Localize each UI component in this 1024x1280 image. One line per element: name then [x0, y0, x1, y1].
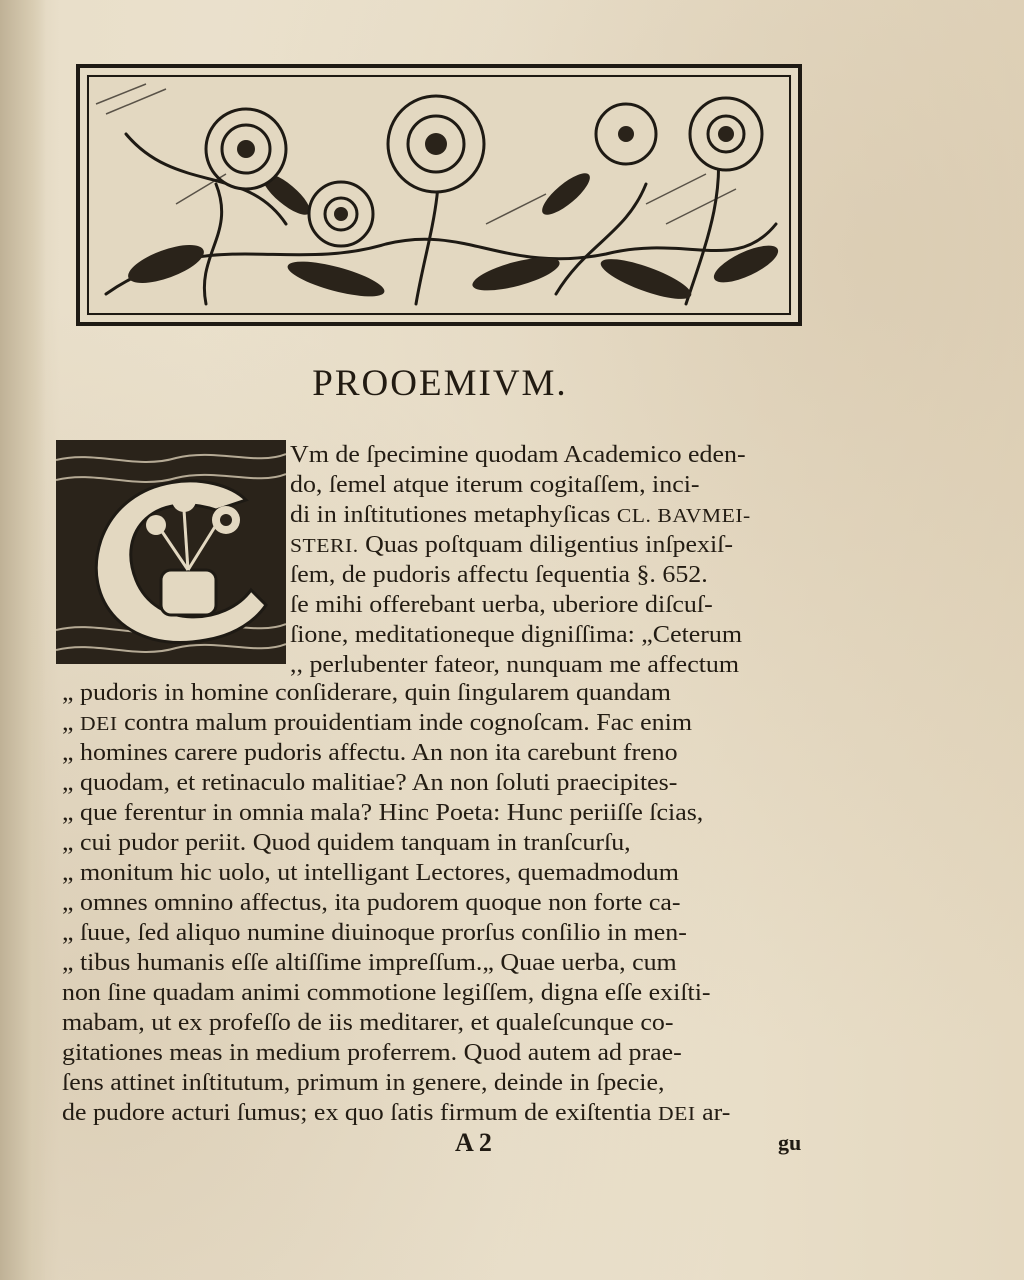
text-line-14: „ cui pudor periit. Quod quidem tanquam in tranſcurſu,	[62, 830, 631, 856]
author-name-small-caps: STERI.	[290, 535, 359, 557]
dei-small-caps: DEI	[79, 713, 118, 735]
text-line-6: ſe mihi offerebant uerba, uberiore diſcuſ-	[290, 592, 713, 618]
page-title: PROOEMIVM.	[312, 363, 568, 404]
initial-letter-c-icon	[56, 440, 286, 664]
dei-small-caps: DEI	[658, 1103, 696, 1125]
text-line-3: di in inſtitutiones metaphyſicas CL. BAVMEI-	[290, 502, 751, 528]
floral-headpiece-ornament	[76, 64, 802, 326]
signature-mark: A 2	[455, 1128, 492, 1157]
text-line-7: ſione, meditationeque digniſſima: „Ceterum	[290, 622, 743, 648]
text-line-15: „ monitum hic uolo, ut intelligant Lectores, quemadmodum	[62, 860, 679, 886]
text-line-13: „ que ferentur in omnia mala? Hinc Poeta: Hunc periiſſe ſcias,	[62, 800, 704, 826]
floral-woodcut-icon	[86, 74, 792, 316]
text-line-19: non ſine quadam animi commotione legiſſem, digna eſſe exiſti-	[62, 980, 711, 1006]
text-line-11: „ homines carere pudoris affectu. An non ita carebunt freno	[62, 740, 678, 766]
text-line-20: mabam, ut ex profeſſo de iis meditarer, et qualeſcunque co-	[62, 1010, 674, 1036]
text-line-17: „ ſuue, ſed aliquo numine diuinoque prorſus conſilio in men-	[62, 920, 687, 946]
text-line-10: „ DEI contra malum prouidentiam inde cognoſcam. Fac enim	[62, 710, 692, 736]
text-line-23: de pudore acturi ſumus; ex quo ſatis firmum de exiſtentia DEI ar-	[62, 1100, 731, 1126]
page-gutter	[0, 0, 46, 1280]
text-line-21: gitationes meas in medium proferrem. Quod autem ad prae-	[62, 1040, 682, 1066]
decorated-initial-c	[56, 440, 286, 664]
text-line-9: „ pudoris in homine conſiderare, quin ſingularem quandam	[62, 680, 671, 706]
text-line-4: STERI. Quas poſtquam diligentius inſpexiſ-	[290, 532, 734, 558]
text-line-5: ſem, de pudoris affectu ſequentia §. 652.	[290, 562, 708, 588]
text-line-12: „ quodam, et retinaculo malitiae? An non ſoluti praecipites-	[62, 770, 678, 796]
text-line-22: ſens attinet inſtitutum, primum in genere, deinde in ſpecie,	[62, 1070, 665, 1096]
text-line-1: Vm de ſpecimine quodam Academico eden-	[290, 442, 746, 468]
catchword: gu	[778, 1130, 802, 1155]
text-line-18: „ tibus humanis eſſe altiſſime impreſſum.„ Quae uerba, cum	[62, 950, 677, 976]
author-name-small-caps: CL. BAVMEI-	[616, 505, 751, 527]
text-line-8: ,, perlubenter fateor, nunquam me affectum	[290, 652, 740, 678]
text-line-2: do, ſemel atque iterum cogitaſſem, inci-	[290, 472, 700, 498]
text-line-16: „ omnes omnino affectus, ita pudorem quoque non forte ca-	[62, 890, 681, 916]
